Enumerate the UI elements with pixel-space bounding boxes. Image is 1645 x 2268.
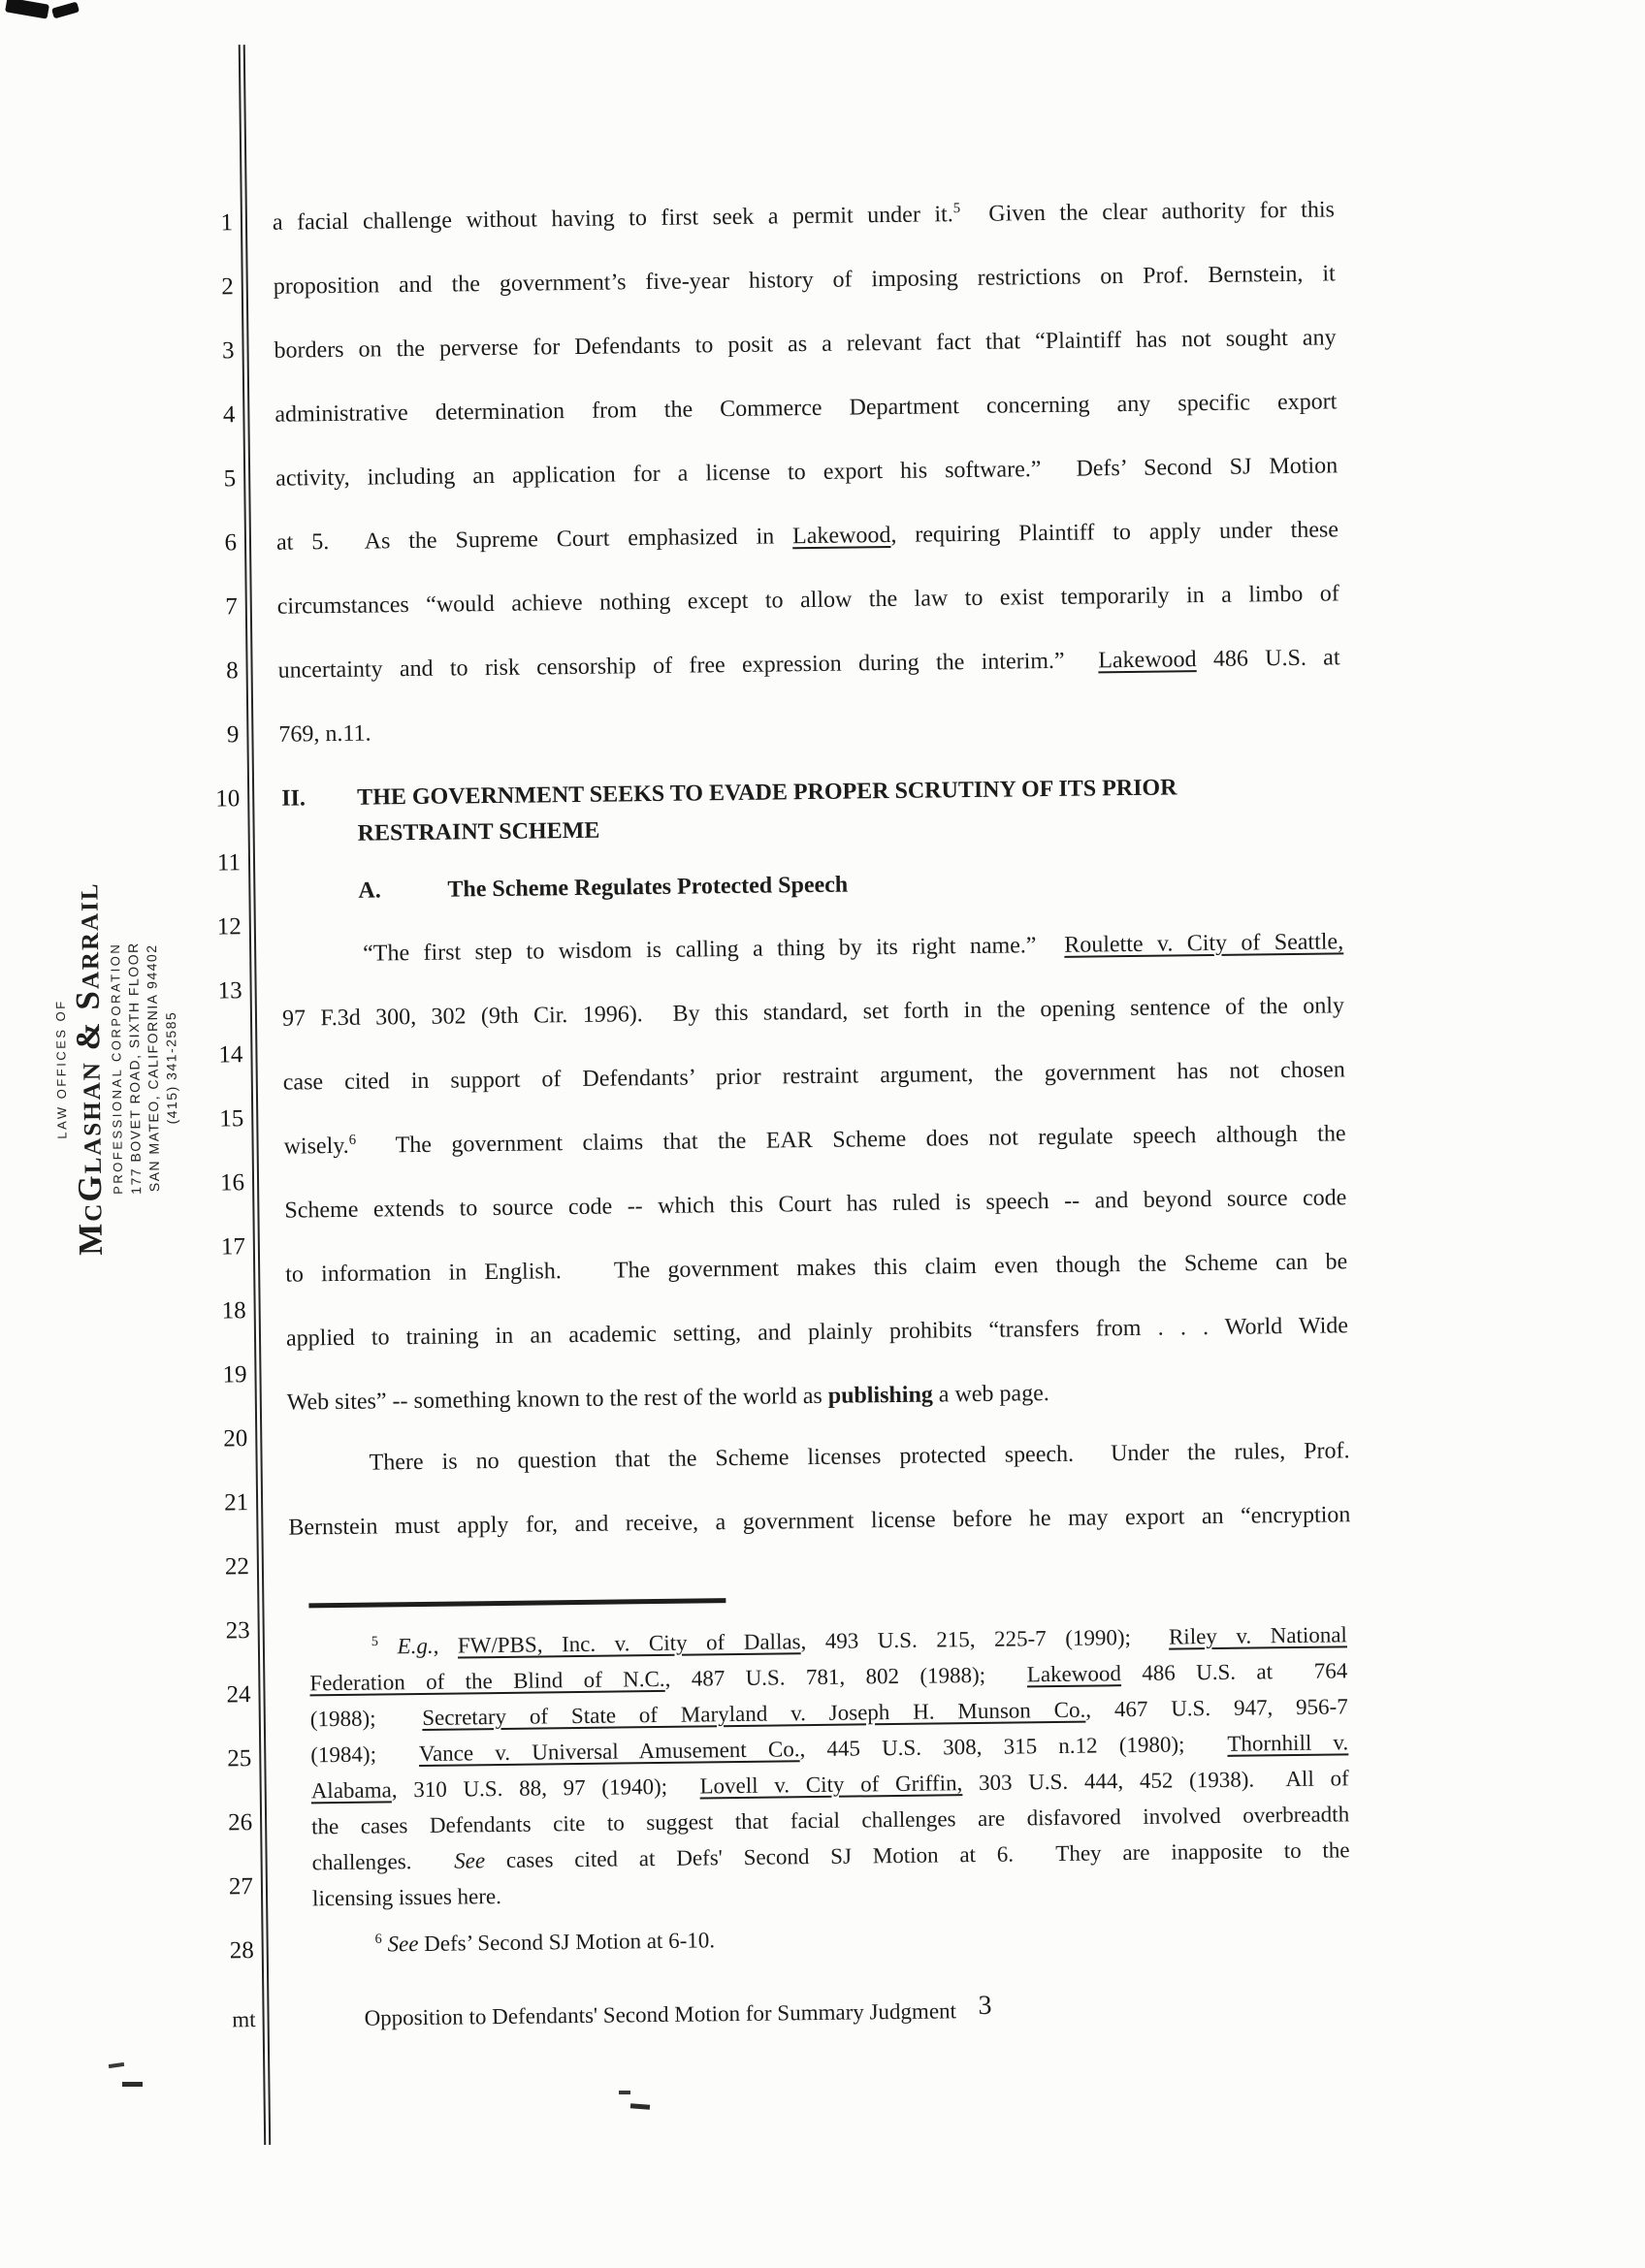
line-number: 4 (222, 401, 236, 429)
text-line: 769, n.11. (278, 720, 371, 748)
line-number: 5 (223, 465, 237, 493)
section-number: II. (281, 785, 306, 812)
letterhead-address-line1: 177 BOVET ROAD, SIXTH FLOOR (124, 942, 144, 1195)
line-number: 13 (217, 977, 242, 1005)
line-number: 1 (220, 209, 234, 237)
line-number: 19 (222, 1361, 247, 1389)
text-line: licensing issues here. (311, 1883, 502, 1911)
text-line: proposition and the government’s five-year history of imposing restrictions on Prof. Bernstein, it (273, 261, 1336, 300)
text-line: applied to training in an academic setting, and plainly prohibits “transfers from . . . World Wide (285, 1313, 1349, 1352)
line-number: 8 (225, 657, 239, 685)
text-line: Federation of the Blind of N.C., 487 U.S. 781, 802 (1988); Lakewood 486 U.S. at 764 (309, 1658, 1348, 1696)
line-number: 28 (229, 1937, 254, 1965)
page-number: 3 (978, 1990, 992, 2021)
text-line: borders on the perverse for Defendants to posit as a relevant fact that “Plaintiff has not sought any (274, 325, 1337, 364)
line-number: 12 (216, 913, 242, 941)
line-number: 10 (215, 785, 241, 813)
law-firm-letterhead (40, 796, 192, 1341)
line-number: 6 (224, 529, 238, 557)
line-number: 21 (223, 1489, 249, 1517)
line-number: 15 (219, 1105, 244, 1133)
line-number: 24 (226, 1681, 251, 1709)
body-paragraph-2 (281, 910, 1349, 1434)
text-line: administrative determination from the Commerce Department concerning any specific export (274, 389, 1338, 428)
line-number: 22 (224, 1553, 250, 1581)
footnote-separator (308, 1598, 726, 1608)
letterhead-corporation: PROFESSIONAL CORPORATION (107, 942, 125, 1195)
text-line: Web sites” -- something known to the rest of the world as publishing a web page. (286, 1381, 1049, 1416)
text-line: Scheme extends to source code -- which this Court has ruled is speech -- and beyond source code (284, 1185, 1347, 1224)
text-line: (1988); Secretary of State of Maryland v. Joseph H. Munson Co., 467 U.S. 947, 956-7 (309, 1694, 1348, 1732)
footnote-5 (309, 1616, 1351, 1916)
line-number: 23 (225, 1617, 250, 1645)
footnote-6 (312, 1914, 1350, 1963)
text-line: to information in English. The government makes this claim even though the Scheme can be (285, 1249, 1348, 1288)
text-line: $^6$ See Defs’ Second SJ Motion at 6-10. (374, 1928, 716, 1957)
text-line: Bernstein must apply for, and receive, a government license before he may export an “encryption (288, 1502, 1351, 1541)
body-paragraph-3 (287, 1419, 1351, 1559)
text-line: (1984); Vance v. Universal Amusement Co., 445 U.S. 308, 315 n.12 (1980); Thornhill v. (310, 1730, 1349, 1768)
subsection-heading-a (358, 867, 848, 910)
text-line: wisely.$^6$ The government claims that the EAR Scheme does not regulate speech although the (283, 1121, 1346, 1160)
section-heading-line2: RESTRAINT SCHEME (357, 817, 600, 847)
text-line: case cited in support of Defendants’ prior restraint argument, the government has not chosen (282, 1057, 1345, 1096)
body-paragraph-1 (273, 177, 1341, 766)
line-number: 20 (223, 1425, 248, 1453)
typist-initials: mt (232, 2007, 256, 2032)
subsection-heading-text: The Scheme Regulates Protected Speech (447, 872, 849, 903)
letterhead-phone: (415) 341-2585 (162, 1010, 179, 1125)
text-line: activity, including an application for a license to export his software.” Defs’ Second SJ Motion (275, 453, 1339, 492)
line-number: 3 (221, 337, 235, 365)
text-line: Alabama, 310 U.S. 88, 97 (1940); Lovell v. City of Griffin, 303 U.S. 444, 452 (1938). All of (310, 1766, 1349, 1804)
text-line: challenges. See cases cited at Defs' Second SJ Motion at 6. They are inapposite to the (311, 1837, 1350, 1875)
line-number: 7 (225, 593, 238, 621)
text-line: There is no question that the Scheme licenses protected speech. Under the rules, Prof. (369, 1438, 1350, 1476)
letterhead-law-offices: LAW OFFICES OF (52, 999, 70, 1139)
line-number: 11 (216, 849, 242, 877)
text-line: $^5$ E.g., FW/PBS, Inc. v. City of Dallas, 493 U.S. 215, 225-7 (1990); Riley v. National (371, 1622, 1348, 1659)
line-number: 27 (228, 1873, 254, 1901)
subsection-letter: A. (358, 878, 381, 904)
text-line: the cases Defendants cite to suggest that facial challenges are disfavored involved overbreadth (311, 1802, 1350, 1839)
section-heading-text (357, 769, 1318, 852)
letterhead-address-line2: SAN MATEO, CALIFORNIA 94402 (143, 943, 162, 1193)
line-number: 26 (227, 1809, 253, 1837)
line-number: 16 (219, 1169, 245, 1197)
line-number: 18 (221, 1297, 246, 1325)
letterhead-firm-name: McGlashan & Sarrail (66, 881, 110, 1256)
line-number: 17 (220, 1233, 246, 1261)
text-line: uncertainty and to risk censorship of free expression during the interim.” Lakewood 486 U.S. at (277, 645, 1340, 684)
line-number: 14 (218, 1041, 243, 1069)
line-number: 9 (226, 721, 240, 749)
text-line: 97 F.3d 300, 302 (9th Cir. 1996). By this standard, set forth in the opening sentence of the only (281, 993, 1345, 1032)
text-line: “The first step to wisdom is calling a thing by its right name.” Roulette v. City of Seattle, (363, 929, 1344, 967)
section-heading-line1: THE GOVERNMENT SEEKS TO EVADE PROPER SCRUTINY OF ITS PRIOR (357, 775, 1177, 811)
text-line: circumstances “would achieve nothing except to allow the law to exist temporarily in a limbo of (276, 581, 1339, 620)
document-footer-title: Opposition to Defendants' Second Motion for Summary Judgment (364, 1998, 957, 2030)
line-number: 2 (221, 273, 234, 301)
section-heading-ii (281, 769, 1318, 853)
line-number: 25 (227, 1745, 252, 1773)
text-line: a facial challenge without having to first seek a permit under it.$^5$ Given the clear authority for this (272, 197, 1336, 236)
text-line: at 5. As the Supreme Court emphasized in Lakewood, requiring Plaintiff to apply under these (275, 517, 1339, 556)
